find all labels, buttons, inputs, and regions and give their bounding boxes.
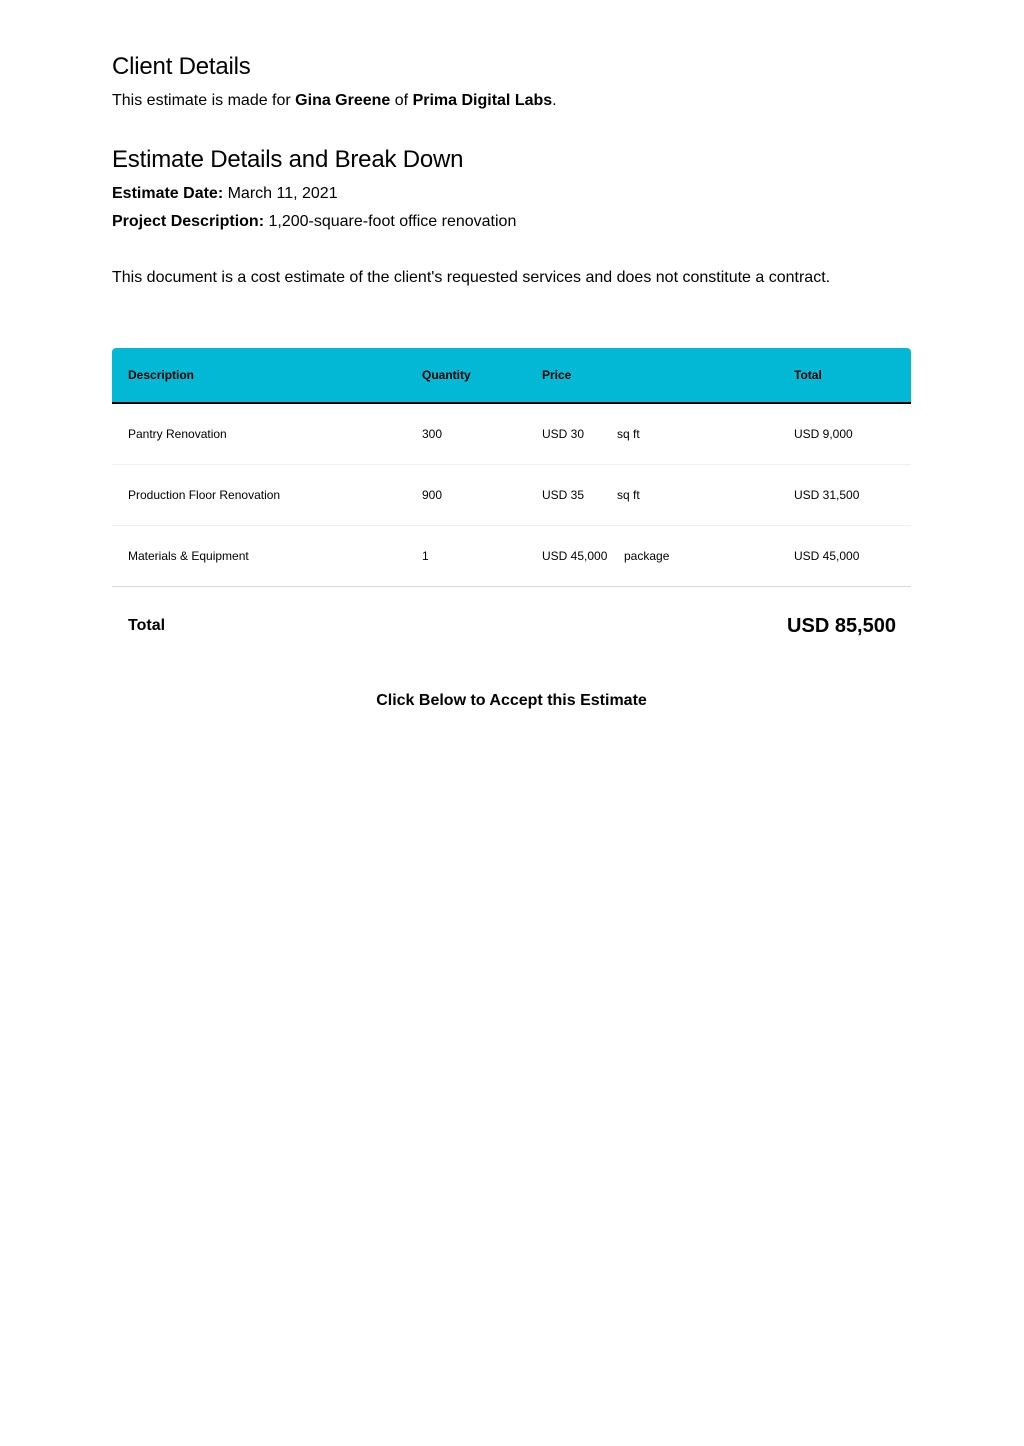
grand-total-label: Total — [128, 617, 166, 634]
client-company: Prima Digital Labs — [412, 92, 553, 109]
row-quantity: 900 — [422, 488, 443, 502]
client-line — [112, 92, 557, 110]
header-total: Total — [794, 368, 822, 382]
row-price: USD 35 — [542, 488, 585, 502]
estimate-date-label: Estimate Date: — [112, 185, 224, 202]
table-row — [112, 526, 911, 587]
client-suffix: . — [552, 92, 557, 109]
disclaimer-text: This document is a cost estimate of the client's requested services and does not constitute a contract. — [112, 269, 831, 286]
client-prefix: This estimate is made for — [112, 92, 296, 109]
estimate-date-value: March 11, 2021 — [223, 185, 338, 202]
row-quantity: 1 — [422, 549, 429, 563]
row-unit: sq ft — [617, 427, 640, 441]
header-quantity: Quantity — [422, 368, 471, 382]
table-row — [112, 404, 911, 465]
table-header-row — [112, 348, 911, 404]
row-description: Production Floor Renovation — [128, 488, 281, 502]
accept-estimate-prompt: Click Below to Accept this Estimate — [376, 692, 647, 709]
project-description-label: Project Description: — [112, 213, 265, 230]
row-price: USD 30 — [542, 427, 585, 441]
table-row — [112, 465, 911, 526]
row-unit: package — [624, 549, 670, 563]
grand-total-value: USD 85,500 — [787, 615, 896, 637]
row-description: Materials & Equipment — [128, 549, 249, 563]
row-quantity: 300 — [422, 427, 443, 441]
row-price: USD 45,000 — [542, 549, 608, 563]
estimate-table — [112, 348, 911, 587]
project-description-line — [112, 213, 516, 231]
row-total: USD 31,500 — [794, 488, 860, 502]
client-name: Gina Greene — [295, 92, 391, 109]
header-description: Description — [128, 368, 195, 382]
row-description: Pantry Renovation — [128, 427, 227, 441]
row-total: USD 45,000 — [794, 549, 860, 563]
estimate-date-line — [112, 185, 338, 203]
row-total: USD 9,000 — [794, 427, 853, 441]
estimate-details-heading: Estimate Details and Break Down — [112, 146, 464, 173]
client-of: of — [390, 92, 413, 109]
project-description-value: 1,200-square-foot office renovation — [264, 213, 517, 230]
row-unit: sq ft — [617, 488, 640, 502]
header-price: Price — [542, 368, 572, 382]
grand-total-row — [112, 600, 911, 654]
client-details-heading: Client Details — [112, 53, 251, 80]
